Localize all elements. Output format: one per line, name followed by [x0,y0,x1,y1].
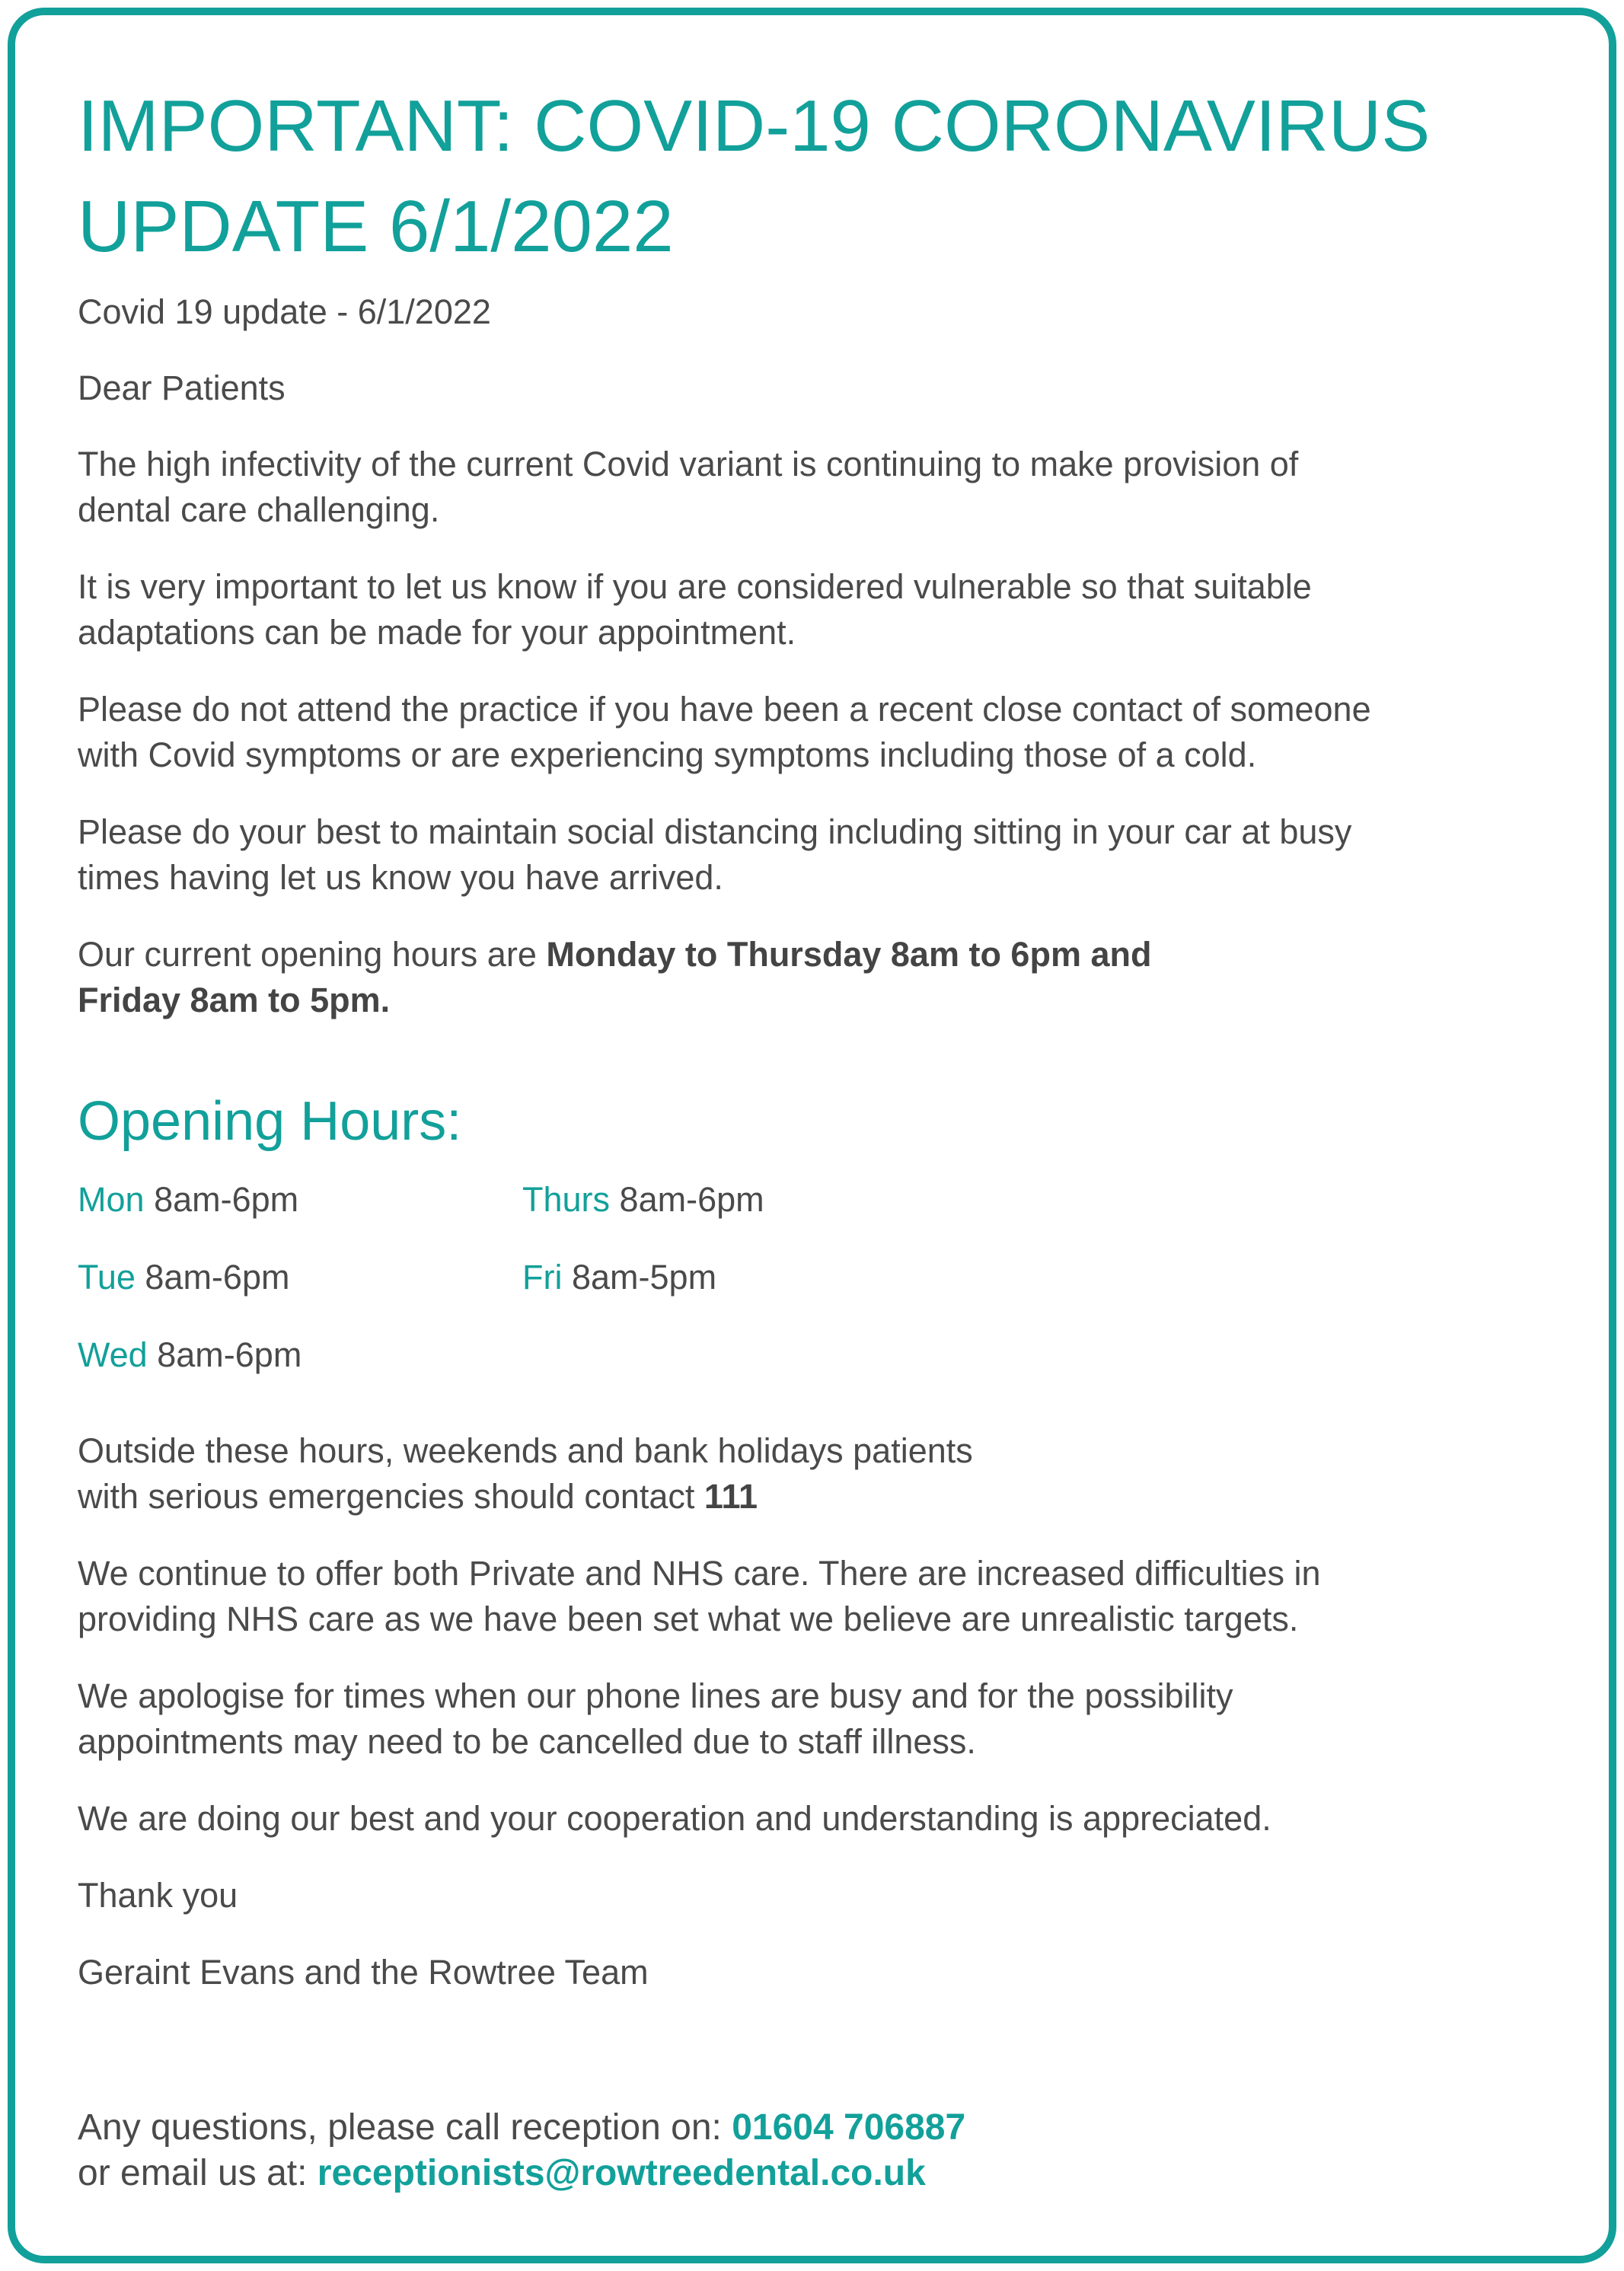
paragraph-current-hours [78,932,1555,1023]
day-label: Wed [78,1335,148,1374]
paragraph-social-distancing [78,809,1555,901]
title-line-2: UPDATE 6/1/2022 [78,186,674,267]
greeting: Dear Patients [78,368,286,407]
day-time: 8am-6pm [145,1258,290,1297]
paragraph-infectivity [78,442,1555,533]
contact-block [78,2105,1555,2196]
day-time: 8am-6pm [154,1180,299,1219]
emergency-line-1: Outside these hours, weekends and bank holidays patients [78,1431,973,1470]
paragraph-apology [78,1673,1555,1765]
thank-you: Thank you [78,1876,238,1915]
hours-friday [522,1255,967,1300]
day-time: 8am-6pm [157,1335,302,1374]
hours-bold-line-2: Friday 8am to 5pm. [78,981,391,1019]
emergency-number: 111 [704,1477,758,1516]
paragraph-do-not-attend [78,687,1555,778]
paragraph-line: We apologise for times when our phone lines are busy and for the possibility [78,1676,1233,1715]
paragraph-line: adaptations can be made for your appointment. [78,613,796,652]
hours-monday [78,1177,522,1223]
update-subtitle: Covid 19 update - 6/1/2022 [78,292,491,331]
paragraph-line: It is very important to let us know if you are considered vulnerable so that suitable [78,567,1312,606]
emergency-line-2: with serious emergencies should contact [78,1477,704,1516]
paragraph-emergency [78,1428,1555,1520]
paragraph-line: with Covid symptoms or are experiencing symptoms including those of a cold. [78,735,1257,774]
email-link[interactable]: receptionists@rowtreedental.co.uk [317,2153,926,2193]
phone-number-link[interactable]: 01604 706887 [732,2107,966,2148]
page-title [78,76,1555,277]
paragraph-line: dental care challenging. [78,490,440,529]
day-label: Thurs [522,1180,611,1219]
closing-line: We are doing our best and your cooperation and understanding is appreciated. [78,1799,1271,1838]
paragraph-line: We continue to offer both Private and NHS care. There are increased difficulties in [78,1554,1321,1593]
opening-hours-grid [78,1177,1555,1378]
paragraph-line: Please do your best to maintain social distancing including sitting in your car at busy [78,812,1352,851]
hours-wednesday [78,1332,522,1378]
paragraph-line: times having let us know you have arrived. [78,858,723,897]
signature: Geraint Evans and the Rowtree Team [78,1953,649,1992]
paragraph-line: appointments may need to be cancelled due to staff illness. [78,1722,976,1761]
paragraph-vulnerable [78,564,1555,655]
hours-thursday [522,1177,967,1223]
notice-content [78,76,1555,2196]
day-label: Tue [78,1258,136,1297]
day-label: Mon [78,1180,145,1219]
day-label: Fri [522,1258,563,1297]
opening-hours-heading: Opening Hours: [78,1091,462,1152]
email-prefix: or email us at: [78,2153,317,2193]
hours-tuesday [78,1255,522,1300]
day-time: 8am-5pm [572,1258,717,1297]
day-time: 8am-6pm [619,1180,764,1219]
hours-bold-line-1: Monday to Thursday 8am to 6pm and [546,935,1152,974]
title-line-1: IMPORTANT: COVID-19 CORONAVIRUS [78,85,1431,167]
paragraph-private-nhs [78,1551,1555,1642]
paragraph-line: Please do not attend the practice if you have been a recent close contact of someone [78,690,1371,729]
paragraph-line: The high infectivity of the current Covid variant is continuing to make provision of [78,445,1299,483]
paragraph-line: providing NHS care as we have been set what we believe are unrealistic targets. [78,1600,1299,1638]
hours-prefix: Our current opening hours are [78,935,547,974]
phone-prefix: Any questions, please call reception on: [78,2107,732,2148]
